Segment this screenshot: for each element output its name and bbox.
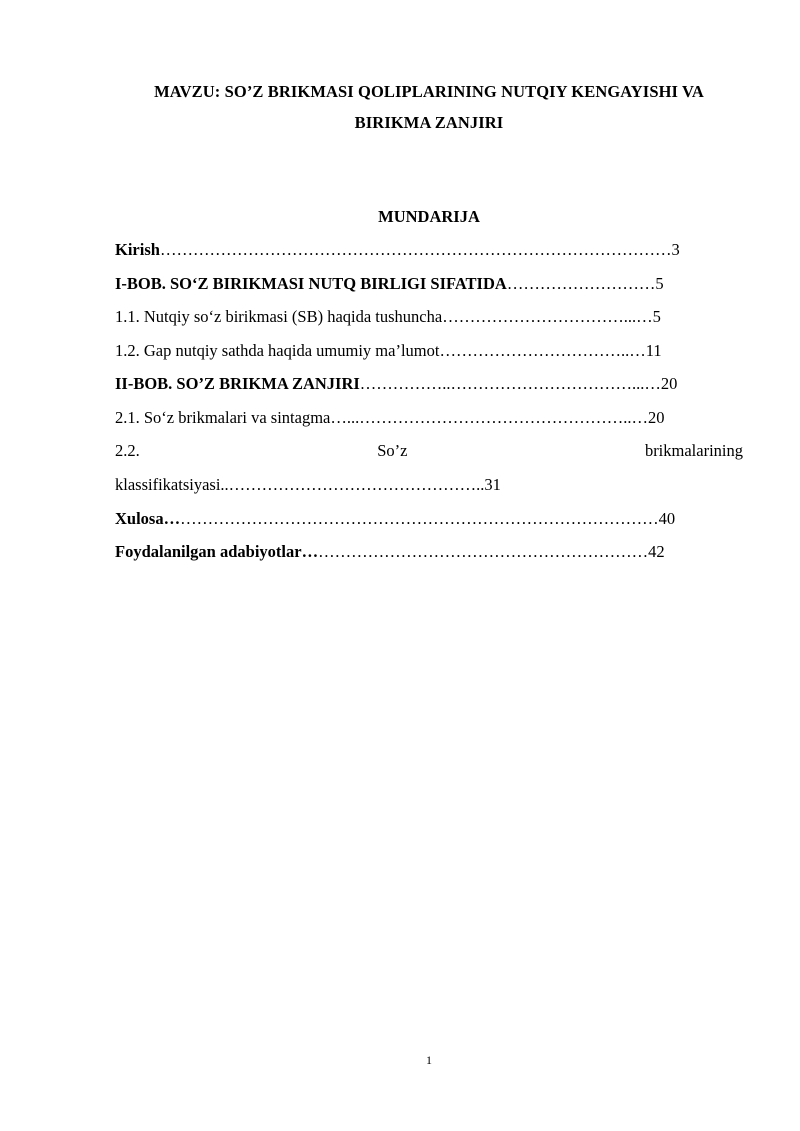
- toc-leader-dots: ……………..……………………………...…: [359, 374, 661, 394]
- toc-leader-dots: ……………………………..…: [439, 340, 646, 360]
- table-of-contents: [115, 238, 743, 574]
- toc-entry-1-2: [115, 339, 743, 363]
- toc-entry-xulosa: [115, 507, 743, 531]
- toc-entry-2-2: [115, 439, 743, 463]
- toc-entry-label: 1.2. Gap nutqiy sathda haqida umumiy ma’lumot: [115, 340, 440, 360]
- toc-page-number: 5: [652, 307, 661, 327]
- toc-entry-number: 2.2.: [115, 441, 140, 461]
- title-line-2: BIRIKMA ZANJIRI: [354, 113, 504, 132]
- title-line-1: MAVZU: SO’Z BRIKMASI QOLIPLARINING NUTQIY KENGAYISHI VA: [154, 82, 704, 101]
- toc-entry-label: I-BOB. SO‘Z BIRIKMASI NUTQ BIRLIGI SIFATIDA: [115, 273, 507, 293]
- toc-entry-1-1: [115, 305, 743, 329]
- toc-page-number: 20: [648, 407, 665, 427]
- toc-heading: MUNDARIJA: [378, 207, 480, 226]
- toc-entry-references: [115, 540, 743, 564]
- toc-page-number: 20: [660, 374, 678, 394]
- toc-leader-dots: …………………………………………………………………………………: [159, 240, 672, 259]
- toc-entry-label: klassifikatsiyasi..………………………………………..: [115, 475, 485, 495]
- page-number: 1: [426, 1053, 432, 1067]
- toc-entry-word: So’z: [377, 441, 408, 461]
- toc-leader-dots: ……………………………………………………………………………: [180, 508, 659, 528]
- toc-page-number: 3: [671, 240, 680, 259]
- toc-entry-kirish: [115, 238, 743, 262]
- toc-entry-2-1: [115, 406, 743, 430]
- toc-page-number: 11: [645, 340, 662, 360]
- toc-page-number: 40: [658, 508, 676, 528]
- toc-page-number: 42: [648, 542, 665, 562]
- toc-entry-label: 1.1. Nutqiy so‘z birikmasi (SB) haqida tushuncha: [115, 307, 443, 327]
- toc-page-number: 5: [655, 273, 664, 293]
- toc-entry-label: Kirish: [115, 240, 160, 259]
- toc-leader-dots: ……………………………...…: [442, 307, 653, 327]
- document-title: [100, 76, 758, 138]
- toc-entry-word: brikmalarining: [644, 441, 743, 461]
- toc-entry-label: II-BOB. SO’Z BRIKMA ZANJIRI: [115, 374, 360, 394]
- toc-entry-label: Xulosa…: [115, 508, 181, 528]
- toc-page-number: 31: [484, 475, 501, 495]
- toc-entry-chapter-1: [115, 272, 743, 296]
- toc-leader-dots: ………………………: [506, 273, 656, 293]
- toc-entry-label: 2.1. So‘z brikmalari va sintagma: [115, 407, 331, 427]
- toc-entry-chapter-2: [115, 372, 743, 396]
- toc-leader-dots: ……………………………………………………: [318, 542, 649, 562]
- toc-entry-2-2-continuation: [115, 473, 743, 497]
- toc-entry-label: Foydalanilgan adabiyotlar…: [115, 542, 319, 562]
- toc-leader-dots: …...…………………………………………..…: [330, 407, 648, 427]
